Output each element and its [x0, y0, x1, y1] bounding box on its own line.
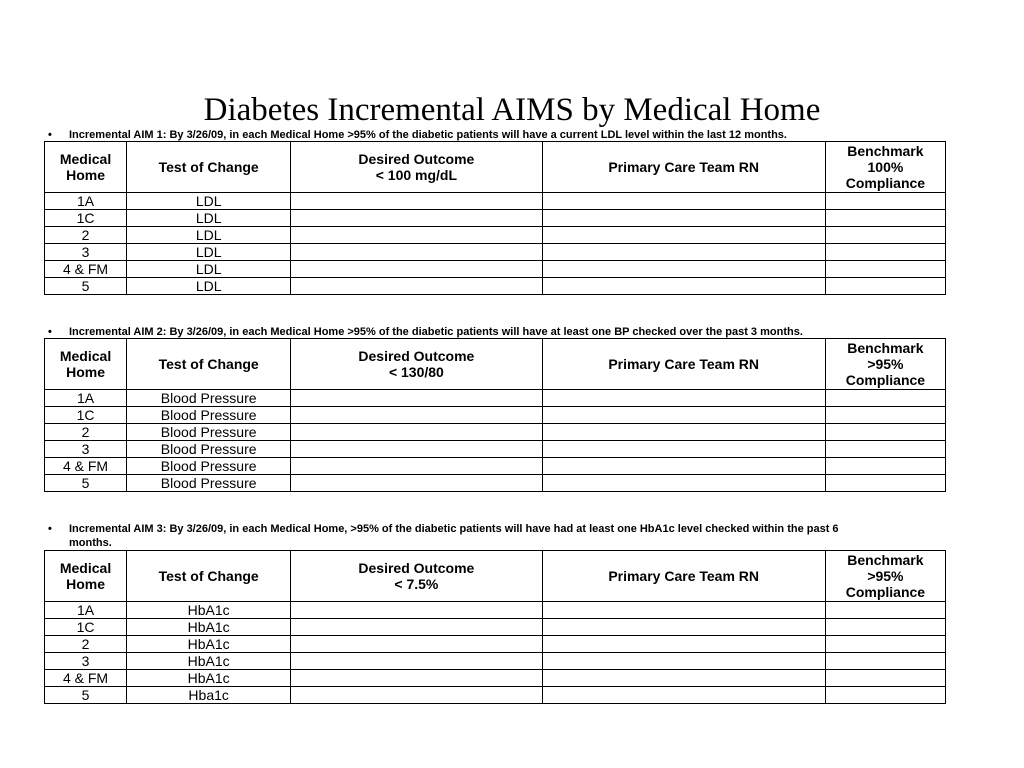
cell-benchmark[interactable]: [825, 475, 945, 492]
table-row: [45, 278, 946, 295]
header-test-of-change: Test of Change: [127, 339, 291, 390]
table-header-row: [45, 142, 946, 193]
cell-desired-outcome[interactable]: [291, 441, 542, 458]
page-title: Diabetes Incremental AIMS by Medical Home: [203, 92, 821, 128]
cell-primary-care[interactable]: [542, 244, 825, 261]
cell-desired-outcome[interactable]: [291, 619, 542, 636]
header-primary-care-team-rn: Primary Care Team RN: [542, 142, 825, 193]
table-row: [45, 687, 946, 704]
cell-desired-outcome[interactable]: [291, 227, 542, 244]
table-row: [45, 227, 946, 244]
cell-primary-care[interactable]: [542, 441, 825, 458]
cell-desired-outcome[interactable]: [291, 193, 542, 210]
cell-benchmark[interactable]: [825, 458, 945, 475]
cell-primary-care[interactable]: [542, 653, 825, 670]
bullet-icon: •: [48, 326, 52, 338]
cell-desired-outcome[interactable]: [291, 653, 542, 670]
cell-test: LDL: [127, 278, 291, 295]
cell-test: Blood Pressure: [127, 390, 291, 407]
cell-benchmark[interactable]: [825, 602, 945, 619]
table-row: [45, 390, 946, 407]
cell-medical-home: 2: [45, 424, 127, 441]
cell-primary-care[interactable]: [542, 424, 825, 441]
header-primary-care-team-rn: Primary Care Team RN: [542, 551, 825, 602]
aim-1-statement: [44, 128, 944, 142]
cell-desired-outcome[interactable]: [291, 636, 542, 653]
aim-2-table: [44, 338, 946, 492]
header-benchmark: Benchmark 100% Compliance: [825, 142, 945, 193]
cell-desired-outcome[interactable]: [291, 424, 542, 441]
cell-benchmark[interactable]: [825, 244, 945, 261]
aim-2-text: Incremental AIM 2: By 3/26/09, in each Medical Home >95% of the diabetic patients will have at least one BP checked over the past 3 months.: [69, 326, 803, 338]
cell-desired-outcome[interactable]: [291, 261, 542, 278]
cell-test: LDL: [127, 244, 291, 261]
header-medical-home: Medical Home: [45, 551, 127, 602]
header-medical-home: Medical Home: [45, 142, 127, 193]
cell-desired-outcome[interactable]: [291, 687, 542, 704]
cell-medical-home: 1A: [45, 193, 127, 210]
table-row: [45, 653, 946, 670]
cell-medical-home: 4 & FM: [45, 458, 127, 475]
aim-3-table: [44, 550, 946, 704]
cell-primary-care[interactable]: [542, 602, 825, 619]
table-row: [45, 636, 946, 653]
cell-desired-outcome[interactable]: [291, 670, 542, 687]
cell-test: HbA1c: [127, 636, 291, 653]
cell-test: HbA1c: [127, 602, 291, 619]
cell-primary-care[interactable]: [542, 670, 825, 687]
cell-desired-outcome[interactable]: [291, 244, 542, 261]
cell-test: Blood Pressure: [127, 407, 291, 424]
header-benchmark: Benchmark >95% Compliance: [825, 339, 945, 390]
table-header-row: [45, 551, 946, 602]
cell-medical-home: 1A: [45, 602, 127, 619]
cell-medical-home: 5: [45, 475, 127, 492]
table-row: [45, 193, 946, 210]
cell-primary-care[interactable]: [542, 261, 825, 278]
header-medical-home: Medical Home: [45, 339, 127, 390]
cell-desired-outcome[interactable]: [291, 278, 542, 295]
cell-benchmark[interactable]: [825, 653, 945, 670]
cell-primary-care[interactable]: [542, 193, 825, 210]
cell-benchmark[interactable]: [825, 390, 945, 407]
cell-medical-home: 4 & FM: [45, 670, 127, 687]
cell-medical-home: 3: [45, 244, 127, 261]
cell-medical-home: 5: [45, 278, 127, 295]
cell-benchmark[interactable]: [825, 687, 945, 704]
cell-test: Blood Pressure: [127, 424, 291, 441]
table-row: [45, 210, 946, 227]
cell-test: Blood Pressure: [127, 475, 291, 492]
cell-test: LDL: [127, 261, 291, 278]
cell-primary-care[interactable]: [542, 636, 825, 653]
table-row: [45, 670, 946, 687]
cell-medical-home: 1A: [45, 390, 127, 407]
table-row: [45, 244, 946, 261]
cell-benchmark[interactable]: [825, 636, 945, 653]
bullet-icon: •: [48, 523, 52, 535]
cell-primary-care[interactable]: [542, 458, 825, 475]
cell-primary-care[interactable]: [542, 278, 825, 295]
cell-desired-outcome[interactable]: [291, 475, 542, 492]
aim-2-statement: [44, 325, 944, 339]
cell-medical-home: 2: [45, 636, 127, 653]
cell-primary-care[interactable]: [542, 407, 825, 424]
cell-test: HbA1c: [127, 619, 291, 636]
cell-benchmark[interactable]: [825, 441, 945, 458]
cell-benchmark[interactable]: [825, 670, 945, 687]
cell-primary-care[interactable]: [542, 687, 825, 704]
table-row: [45, 475, 946, 492]
cell-medical-home: 3: [45, 653, 127, 670]
header-desired-outcome: Desired Outcome < 130/80: [291, 339, 542, 390]
table-row: [45, 619, 946, 636]
cell-benchmark[interactable]: [825, 619, 945, 636]
table-row: [45, 407, 946, 424]
table-row: [45, 261, 946, 278]
cell-test: LDL: [127, 227, 291, 244]
header-desired-outcome: Desired Outcome < 7.5%: [291, 551, 542, 602]
cell-primary-care[interactable]: [542, 390, 825, 407]
cell-benchmark[interactable]: [825, 210, 945, 227]
cell-test: LDL: [127, 210, 291, 227]
cell-primary-care[interactable]: [542, 227, 825, 244]
cell-test: Blood Pressure: [127, 441, 291, 458]
header-test-of-change: Test of Change: [127, 551, 291, 602]
header-primary-care-team-rn: Primary Care Team RN: [542, 339, 825, 390]
bullet-icon: •: [48, 129, 52, 141]
cell-medical-home: 5: [45, 687, 127, 704]
table-row: [45, 458, 946, 475]
cell-test: Hba1c: [127, 687, 291, 704]
cell-desired-outcome[interactable]: [291, 210, 542, 227]
header-benchmark: Benchmark >95% Compliance: [825, 551, 945, 602]
cell-primary-care[interactable]: [542, 210, 825, 227]
cell-primary-care[interactable]: [542, 475, 825, 492]
cell-benchmark[interactable]: [825, 261, 945, 278]
cell-desired-outcome[interactable]: [291, 390, 542, 407]
cell-benchmark[interactable]: [825, 278, 945, 295]
aim-3-text: Incremental AIM 3: By 3/26/09, in each Medical Home, >95% of the diabetic patients will have had at least one HbA1c level checked within the past 6 months.: [69, 523, 839, 549]
table-row: [45, 424, 946, 441]
cell-benchmark[interactable]: [825, 227, 945, 244]
cell-primary-care[interactable]: [542, 619, 825, 636]
cell-medical-home: 4 & FM: [45, 261, 127, 278]
cell-desired-outcome[interactable]: [291, 407, 542, 424]
table-row: [45, 602, 946, 619]
cell-test: Blood Pressure: [127, 458, 291, 475]
cell-desired-outcome[interactable]: [291, 602, 542, 619]
table-row: [45, 441, 946, 458]
table-header-row: [45, 339, 946, 390]
cell-test: LDL: [127, 193, 291, 210]
cell-benchmark[interactable]: [825, 424, 945, 441]
aim-3-statement: [44, 522, 944, 550]
cell-test: HbA1c: [127, 670, 291, 687]
header-desired-outcome: Desired Outcome < 100 mg/dL: [291, 142, 542, 193]
cell-benchmark[interactable]: [825, 193, 945, 210]
cell-medical-home: 1C: [45, 407, 127, 424]
cell-medical-home: 1C: [45, 210, 127, 227]
cell-benchmark[interactable]: [825, 407, 945, 424]
cell-medical-home: 1C: [45, 619, 127, 636]
cell-desired-outcome[interactable]: [291, 458, 542, 475]
header-test-of-change: Test of Change: [127, 142, 291, 193]
aim-1-text: Incremental AIM 1: By 3/26/09, in each Medical Home >95% of the diabetic patients will have a current LDL level within the last 12 months.: [69, 129, 787, 141]
cell-medical-home: 2: [45, 227, 127, 244]
aim-1-table: [44, 141, 946, 295]
cell-medical-home: 3: [45, 441, 127, 458]
cell-test: HbA1c: [127, 653, 291, 670]
